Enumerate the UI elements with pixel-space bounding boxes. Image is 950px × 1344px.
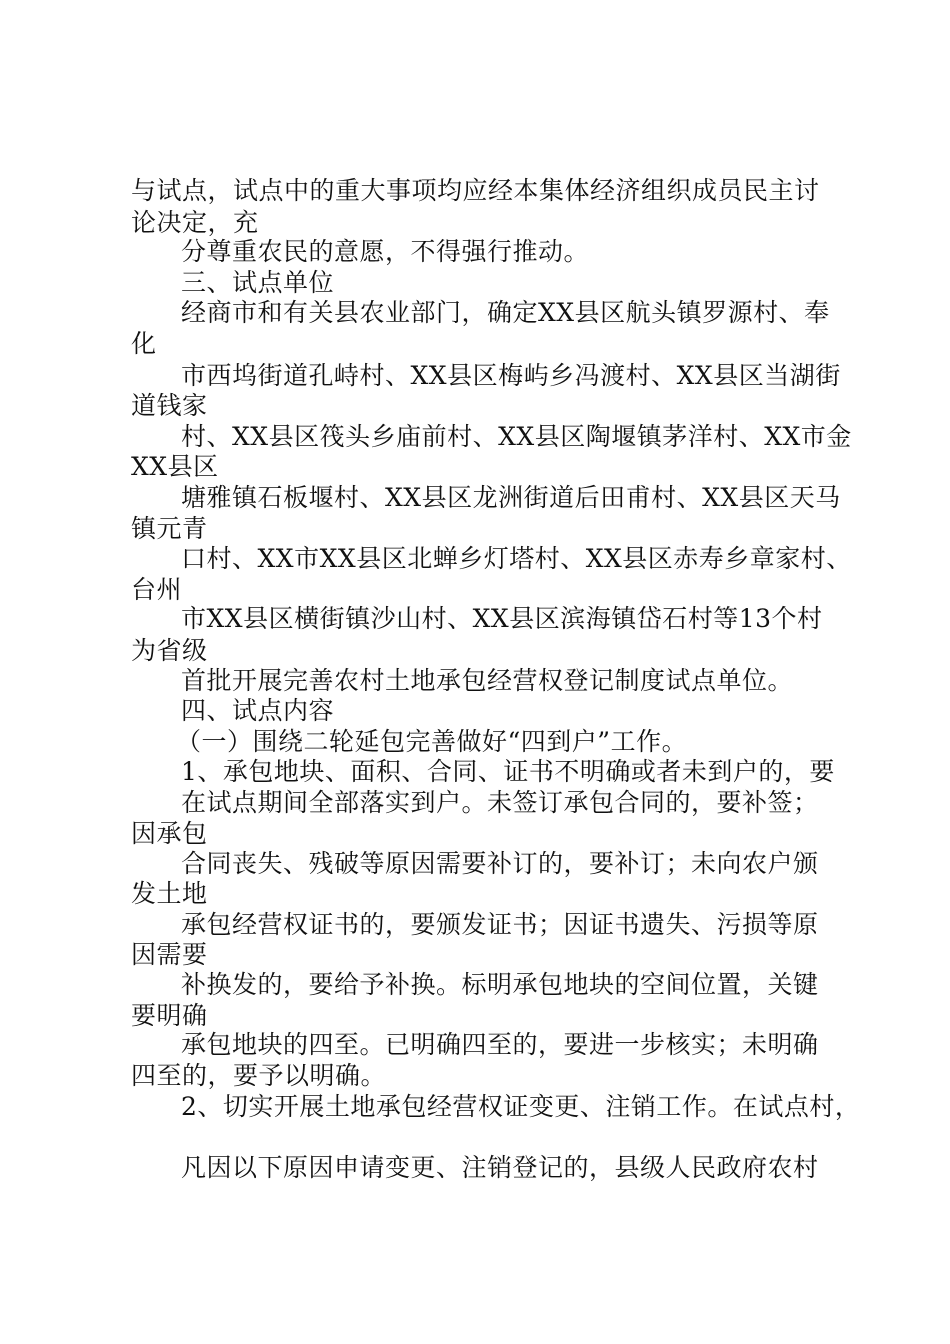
section-heading: 三、试点单位 <box>181 268 335 297</box>
text-line: 市XX县区横街镇沙山村、XX县区滨海镇岱石村等13个村 <box>181 604 823 633</box>
text-line: 口村、XX市XX县区北蝉乡灯塔村、XX县区赤寿乡章家村、 <box>181 544 852 573</box>
text-line: 塘雅镇石板堰村、XX县区龙洲街道后田甫村、XX县区天马 <box>181 483 841 512</box>
text-line: 镇元青 <box>131 514 208 543</box>
text-line: 1、承包地块、面积、合同、证书不明确或者未到户的，要 <box>181 757 835 786</box>
text-line: 在试点期间全部落实到户。未签订承包合同的，要补签； <box>181 788 819 817</box>
text-line: 台州 <box>131 575 183 604</box>
text-line: 承包地块的四至。已明确四至的，要进一步核实；未明确 <box>181 1030 819 1059</box>
text-line: 道钱家 <box>131 391 208 420</box>
text-line: 为省级 <box>131 636 208 665</box>
text-line: 村、XX县区筏头乡庙前村、XX县区陶堰镇茅洋村、XX市金 <box>181 422 852 451</box>
text-line: 承包经营权证书的，要颁发证书；因证书遗失、污损等原 <box>181 910 819 939</box>
text-line: 2、切实开展土地承包经营权证变更、注销工作。在试点村， <box>181 1092 861 1121</box>
text-line: 与试点，试点中的重大事项均应经本集体经济组织成员民主讨 <box>131 176 820 205</box>
text-line: 经商市和有关县农业部门，确定XX县区航头镇罗源村、奉 <box>181 298 830 327</box>
text-line: 因需要 <box>131 940 208 969</box>
text-line: 因承包 <box>131 819 208 848</box>
text-line: 发土地 <box>131 879 208 908</box>
text-line: 市西坞街道孔峙村、XX县区梅屿乡冯渡村、XX县区当湖街 <box>181 361 841 390</box>
text-line: 合同丧失、残破等原因需要补订的，要补订；未向农户颁 <box>181 849 819 878</box>
text-line: 化 <box>131 329 157 358</box>
text-line: 凡因以下原因申请变更、注销登记的，县级人民政府农村 <box>181 1153 819 1182</box>
text-line: 首批开展完善农村土地承包经营权登记制度试点单位。 <box>181 666 794 695</box>
text-line: 补换发的，要给予补换。标明承包地块的空间位置，关键 <box>181 970 819 999</box>
text-line: 分尊重农民的意愿，不得强行推动。 <box>181 237 590 266</box>
section-heading: 四、试点内容 <box>181 696 335 725</box>
text-line: 要明确 <box>131 1001 208 1030</box>
text-line: 四至的，要予以明确。 <box>131 1061 387 1090</box>
subsection-heading: （一）围绕二轮延包完善做好“四到户”工作。 <box>176 727 688 756</box>
text-line: 论决定，充 <box>131 208 259 237</box>
text-line: XX县区 <box>131 452 219 481</box>
